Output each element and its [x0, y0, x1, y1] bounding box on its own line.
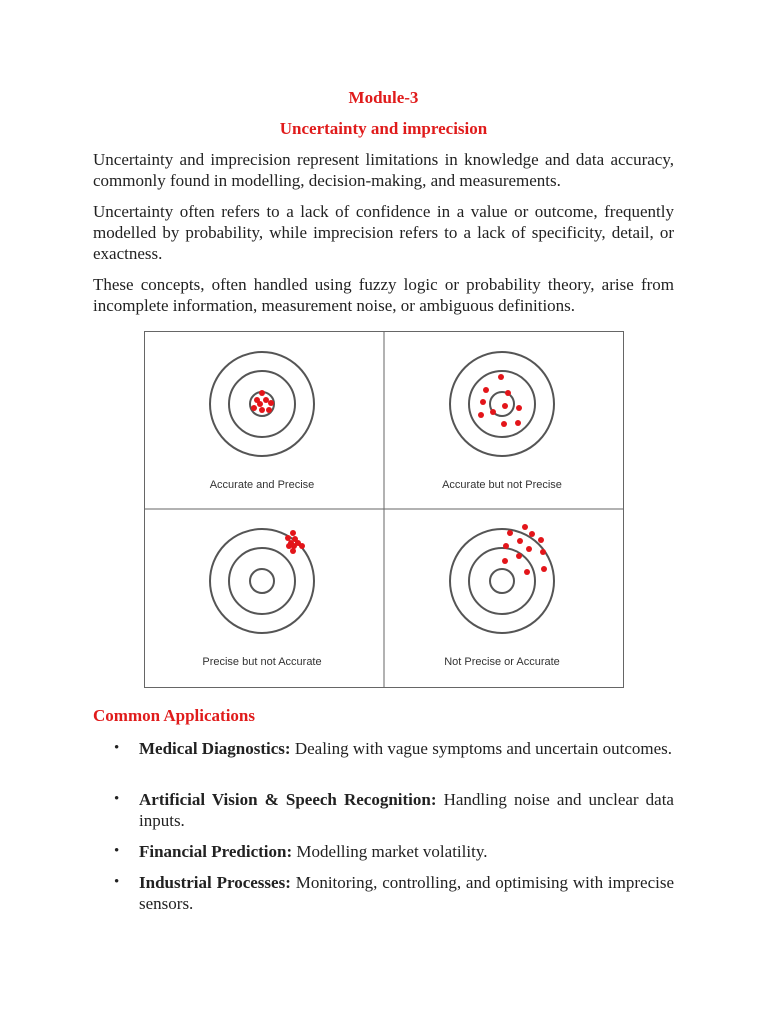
list-item-term: Medical Diagnostics: [139, 739, 291, 758]
paragraph-2: Uncertainty often refers to a lack of confidence in a value or outcome, frequently modelled by probability, while imprecision refers to a lack of specificity, detail, or exactness. [93, 202, 674, 263]
applications-heading: Common Applications [93, 706, 255, 725]
list-item-desc: Handling noise and unclear data inputs. [139, 790, 674, 830]
paragraph-3: These concepts, often handled using fuzzy logic or probability theory, arise from incomplete information, measurement noise, or ambiguous definitions. [93, 275, 674, 315]
section-title: Uncertainty and imprecision [279, 119, 488, 138]
caption-accurate-precise: Accurate and Precise [209, 479, 315, 491]
caption-precise-not-accurate: Precise but not Accurate [202, 656, 322, 668]
list-item-desc: Dealing with vague symptoms and uncertain outcomes. [294, 739, 673, 758]
list-item-desc: Modelling market volatility. [296, 842, 488, 861]
accuracy-precision-figure [144, 331, 624, 688]
list-item-text [139, 738, 674, 759]
caption-accurate-not-precise: Accurate but not Precise [442, 479, 562, 491]
list-item-term: Artificial Vision & Speech Recognition: [139, 790, 437, 809]
bullet-icon: • [114, 791, 120, 807]
bullet-icon: • [114, 874, 120, 890]
bullet-icon: • [114, 740, 120, 756]
list-item-text [139, 841, 674, 862]
module-title: Module-3 [348, 88, 419, 107]
list-item-term: Industrial Processes: [139, 873, 291, 892]
list-item-term: Financial Prediction: [139, 842, 293, 861]
bullet-icon: • [114, 843, 120, 859]
list-item-text [139, 789, 674, 831]
caption-not-precise-not-accurate: Not Precise or Accurate [444, 656, 560, 668]
paragraph-1: Uncertainty and imprecision represent limitations in knowledge and data accuracy, commonly found in modelling, decision-making, and measurements. [93, 150, 674, 190]
list-item-text [139, 872, 674, 914]
list-item-desc: Monitoring, controlling, and optimising with imprecise sensors. [139, 873, 675, 913]
